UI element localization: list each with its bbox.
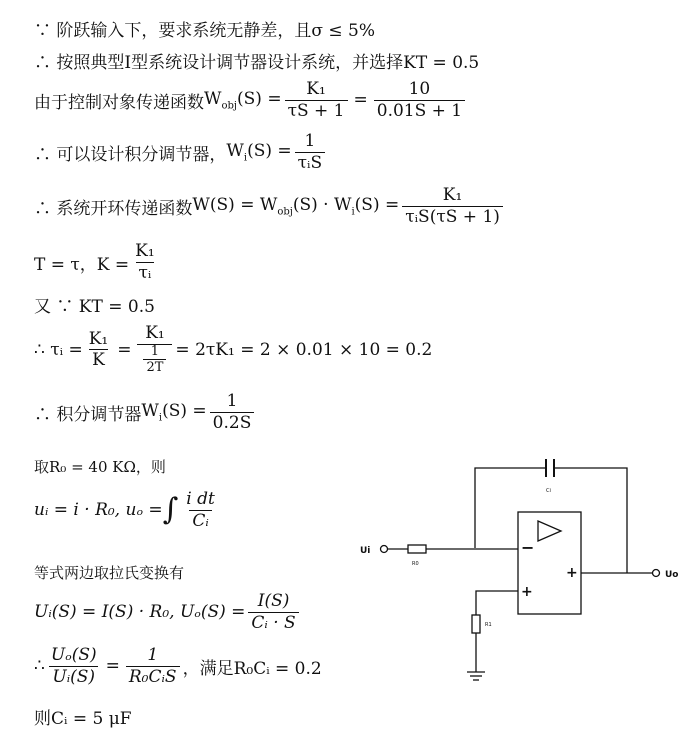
line-capacitor-value: [34, 704, 132, 729]
line-time-domain: [34, 490, 221, 531]
tau-inner-fraction: $\frac{1}{2T}$: [143, 345, 166, 377]
plant-tf-fraction: $\frac{\text{K₁}}{\tau S + 1}$: [285, 80, 348, 121]
feedback-wire-right: [560, 468, 627, 573]
design-choice-text: ∴ 按照典型I型系统设计调节器设计系统，并选择KT = 0.5: [34, 53, 480, 73]
line-open-loop-tf: [34, 186, 506, 227]
integral-fraction: $\frac{\text{i dt}}{\text{Cᵢ}}$: [186, 489, 215, 531]
integral-regulator-label: ∴ 可以设计积分调节器，: [34, 144, 227, 165]
line-regulator-result: [34, 392, 257, 433]
tau-fraction-2: $\frac{\text{K₁}}{\frac{1}{2T}}$: [137, 324, 172, 376]
regulator-result-label: ∴ 积分调节器: [34, 404, 142, 425]
ratio-prefix: ∴: [34, 656, 45, 677]
regulator-lhs: $W_i(S)$ =: [226, 141, 292, 164]
regulator-result-lhs: $W_i(S)$ =: [141, 401, 207, 424]
kt-value-text: 又 ∵ KT = 0.5: [34, 297, 155, 317]
t-equals-tau-text: T = τ，K =: [34, 254, 130, 275]
line-integral-regulator: [34, 132, 328, 173]
plant-tf-lhs: $W_{obj}(S)$ =: [204, 89, 282, 112]
tau-fraction-1: $\frac{\text{K₁}}{K}$: [88, 328, 109, 371]
regulator-result-fraction: $\frac{1}{0.2S}$: [210, 392, 255, 433]
ground-wire: [476, 591, 518, 615]
resistor-r0: [408, 545, 426, 553]
line-transfer-ratio: ∴ $\frac{\text{Uₒ(S)}}{\text{Uᵢ(S)}}$ = $\frac{1}{\text{R₀CᵢS}}$ ，满足R₀Cᵢ = 0.2: [34, 645, 322, 687]
plant-tf-numeric-fraction: $\frac{10}{0.01S + 1}$: [374, 80, 465, 121]
capacitor-label: Ci: [546, 488, 551, 494]
line-tau-derivation: ∴ τᵢ = $\frac{\text{K₁}}{K}$ = $\frac{\text{K₁}}{\frac{1}{2T}}$ = 2τK₁ = 2 × 0.01 × 10 = 0.2: [34, 323, 433, 376]
output-sign: +: [566, 565, 578, 581]
line-condition: [34, 16, 375, 41]
input-terminal: [381, 546, 388, 553]
tau-result: = 2τK₁ = 2 × 0.01 × 10 = 0.2: [175, 340, 433, 361]
non-inverting-input-sign: +: [521, 584, 533, 600]
line-kt-value: [34, 292, 155, 317]
open-loop-fraction: $\frac{\text{K₁}}{\text{τᵢS(τS + 1)}}$: [402, 186, 503, 227]
open-loop-label: ∴ 系统开环传递函数: [34, 198, 193, 219]
laplace-expr: Uᵢ(S) = I(S) · R₀, Uₒ(S) =: [34, 602, 246, 623]
laplace-fraction: $\frac{I(S)}{\text{Cᵢ · S}}$: [248, 592, 298, 633]
laplace-note-text: 等式两边取拉氏变换有: [34, 564, 185, 582]
open-loop-lhs: $W(S) = W_{obj}(S) \cdot W_i(S)$ =: [192, 195, 400, 218]
r0-label: R0: [412, 561, 419, 567]
feedback-wire: [475, 468, 540, 548]
r0-choice-text: 取R₀ = 40 KΩ，则: [34, 458, 166, 476]
output-label: Uo: [665, 570, 679, 580]
line-plant-tf: 由于控制对象传递函数 $W_{obj}(S)$ = $\frac{\text{K₁}}{\tau S + 1}$ = $\frac{10}{0.01S + 1}$: [34, 80, 468, 121]
tau-lhs: ∴ τᵢ =: [34, 340, 83, 361]
line-laplace-note: [34, 562, 184, 583]
inverting-input-sign: −: [521, 538, 535, 557]
r1-label: R1: [485, 622, 492, 628]
ratio-condition: ，满足R₀Cᵢ = 0.2: [182, 658, 322, 679]
line-design-choice: [34, 48, 479, 73]
condition-text: ∵ 阶跃输入下，要求系统无静差，且σ ≤ 5%: [34, 21, 376, 41]
ratio-fraction-rc: $\frac{1}{\text{R₀CᵢS}}$: [126, 646, 180, 687]
line-t-equals-tau: [34, 242, 161, 283]
integrator-circuit-diagram: [350, 455, 690, 690]
time-domain-expr: uᵢ = i · R₀, uₒ =: [34, 500, 163, 521]
plant-tf-label: 由于控制对象传递函数: [34, 92, 204, 113]
output-terminal: [653, 570, 660, 577]
op-amp-symbol: [538, 521, 561, 541]
line-r0-choice: [34, 456, 166, 477]
k-fraction: $\frac{\text{K₁}}{\text{τᵢ}}$: [135, 241, 155, 283]
ratio-fraction: $\frac{\text{Uₒ(S)}}{\text{Uᵢ(S)}}$: [50, 645, 97, 687]
capacitor-value-text: 则Cᵢ = 5 μF: [34, 709, 132, 729]
resistor-r1: [472, 615, 480, 633]
input-label: Ui: [360, 546, 371, 556]
regulator-fraction: $\frac{1}{\text{τᵢS}}$: [295, 132, 325, 173]
line-laplace-expr: [34, 592, 302, 633]
integral-symbol: ∫: [162, 492, 179, 528]
